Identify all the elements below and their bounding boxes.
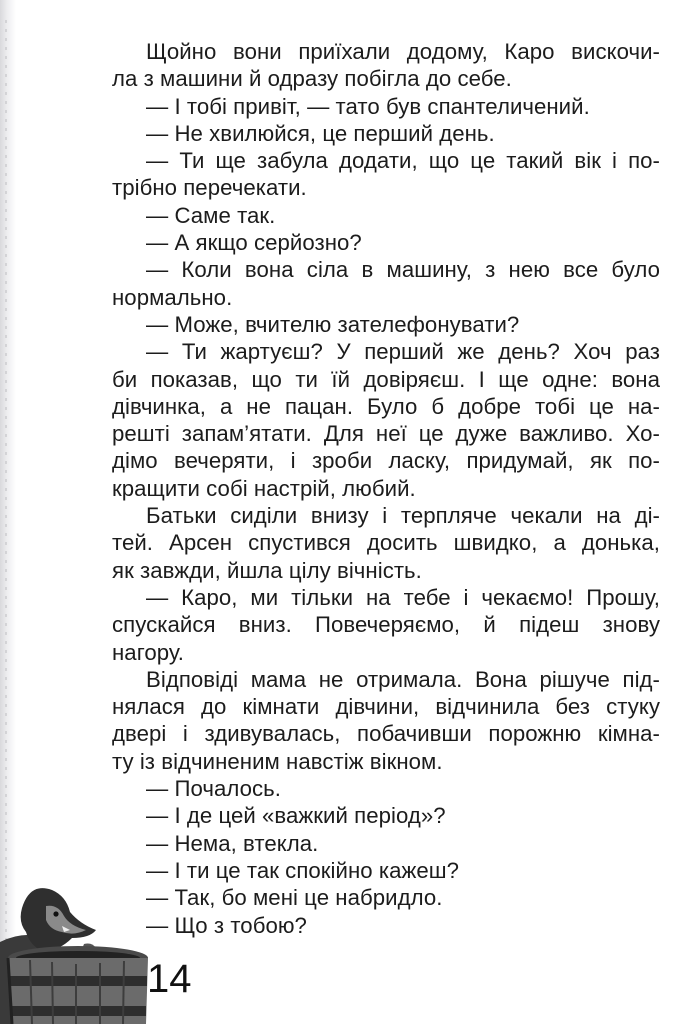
page-edge xyxy=(0,0,16,1024)
text-line: спускайся вниз. Повечеряємо, й підеш знову xyxy=(112,612,660,638)
hooded-creature-in-barrel-icon xyxy=(0,872,150,1024)
text-line: решті запам’ятати. Для неї це дуже важливо. Хо- xyxy=(112,421,660,447)
text-line: — Що з тобою? xyxy=(146,912,307,938)
text-line: — Ти жартуєш? У перший же день? Хоч раз xyxy=(146,339,660,365)
page-number: 14 xyxy=(147,957,192,1001)
text-line: як завжди, йшла цілу вічність. xyxy=(112,557,422,583)
text-line: — І де цей «важкий період»? xyxy=(146,803,446,829)
text-line: — І ти це так спокійно кажеш? xyxy=(146,857,460,883)
text-line: — Так, бо мені це набридло. xyxy=(146,885,443,911)
text-line: — Коли вона сіла в машину, з нею все було xyxy=(146,257,660,283)
text-line: — Почалось. xyxy=(146,776,281,802)
text-line: — Може, вчителю зателефонувати? xyxy=(146,311,520,337)
text-line: нагору. xyxy=(112,639,185,665)
text-line: — Не хвилюйся, це перший день. xyxy=(146,120,495,146)
text-line: нялася до кімнати дівчини, відчинила без стуку xyxy=(112,694,660,720)
text-line: — Саме так. xyxy=(146,202,276,228)
text-line: Батьки сиділи внизу і терпляче чекали на ді- xyxy=(146,503,660,529)
text-line: — А якщо серйозно? xyxy=(146,230,362,256)
text-line: ту із відчиненим навстіж вікном. xyxy=(112,748,443,774)
body-text xyxy=(112,38,660,939)
text-line: дівчинка, а не пацан. Було б добре тобі це на- xyxy=(112,393,660,419)
text-line: Відповіді мама не отримала. Вона рішуче під- xyxy=(146,666,660,692)
text-line: нормально. xyxy=(112,284,233,310)
text-line: — Каро, ми тільки на тебе і чекаємо! Прошу, xyxy=(146,584,660,610)
text-line: ла з машини й одразу побігла до себе. xyxy=(112,66,512,92)
text-line: дімо вечеряти, і зроби ласку, придумай, як по- xyxy=(112,448,660,474)
text-line: двері і здивувалась, побачивши порожню кімна- xyxy=(112,721,660,747)
text-line: трібно перечекати. xyxy=(112,175,307,201)
text-line: кращити собі настрій, любий. xyxy=(112,475,416,501)
text-line: тей. Арсен спустився досить швидко, а донька, xyxy=(112,530,660,556)
text-line: Щойно вони приїхали додому, Каро вискочи- xyxy=(146,39,660,64)
text-line: — І тобі привіт, — тато був спантеличений. xyxy=(146,93,590,119)
text-line: — Ти ще забула додати, що це такий вік і по- xyxy=(146,148,660,174)
text-line: — Нема, втекла. xyxy=(146,830,319,856)
text-line: би показав, що ти їй довіряєш. І ще одне: вона xyxy=(112,366,660,392)
